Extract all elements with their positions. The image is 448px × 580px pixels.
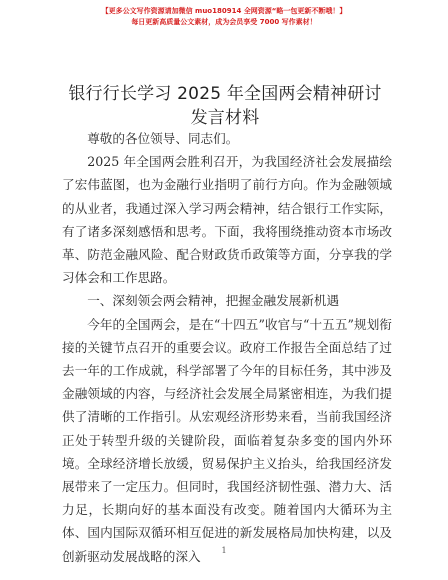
section-1-paragraph: 今年的全国两会，是在“十四五”收官与“十五五”规划衔接的关键节点召开的重要会议。政府工作报告全面总结了过去一年的工作成就，科学部署了今年的目标任务，其中涉及金融领域的内容，与经济社会发展全局紧密相连，为我们提供了清晰的工作指引。从宏观经济形势来看，当前我国经济正处于转型升级的关键阶段，面临着复杂多变的国内外环境。全球经济增长放缓，贸易保护主义抬头，给我国经济发展带来了一定压力。但同时，我国经济韧性强、潜力大、活力足，长期向好的基本面没有改变。随着国内大循环为主体、国内国际双循环相互促进的新发展格局加快构建，以及创新驱动发展战略的深入	[62, 316, 392, 564]
promo-banner-line-2: 每日更新高质量公文素材，成为会员享受 7000 写作素材！	[131, 18, 317, 26]
document-title: 银行行长学习 2025 年全国两会精神研讨发言材料	[68, 84, 382, 128]
section-heading-1: 一、深刻领会两会精神，把握金融发展新机遇	[87, 293, 340, 309]
document-body	[62, 127, 392, 568]
intro-paragraph: 2025 年全国两会胜利召开，为我国经济社会发展描绘了宏伟蓝图，也为金融行业指明了前行方向。作为金融领域的从业者，我通过深入学习两会精神，结合银行工作实际，有了诸多深刻感悟和思考。下面，我将围绕推动资本市场改革、防范金融风险、配合财政货币政策等方面，分享我的学习体会和工作思路。	[62, 154, 392, 286]
page-number: 1	[221, 546, 227, 555]
promo-banner-line-1: 【更多公文写作资源请加微信 muo180914 全网资源“略一包更新不断哦！】	[101, 7, 347, 15]
promo-banner	[0, 6, 448, 28]
salutation: 尊敬的各位领导、同志们。	[87, 131, 239, 146]
